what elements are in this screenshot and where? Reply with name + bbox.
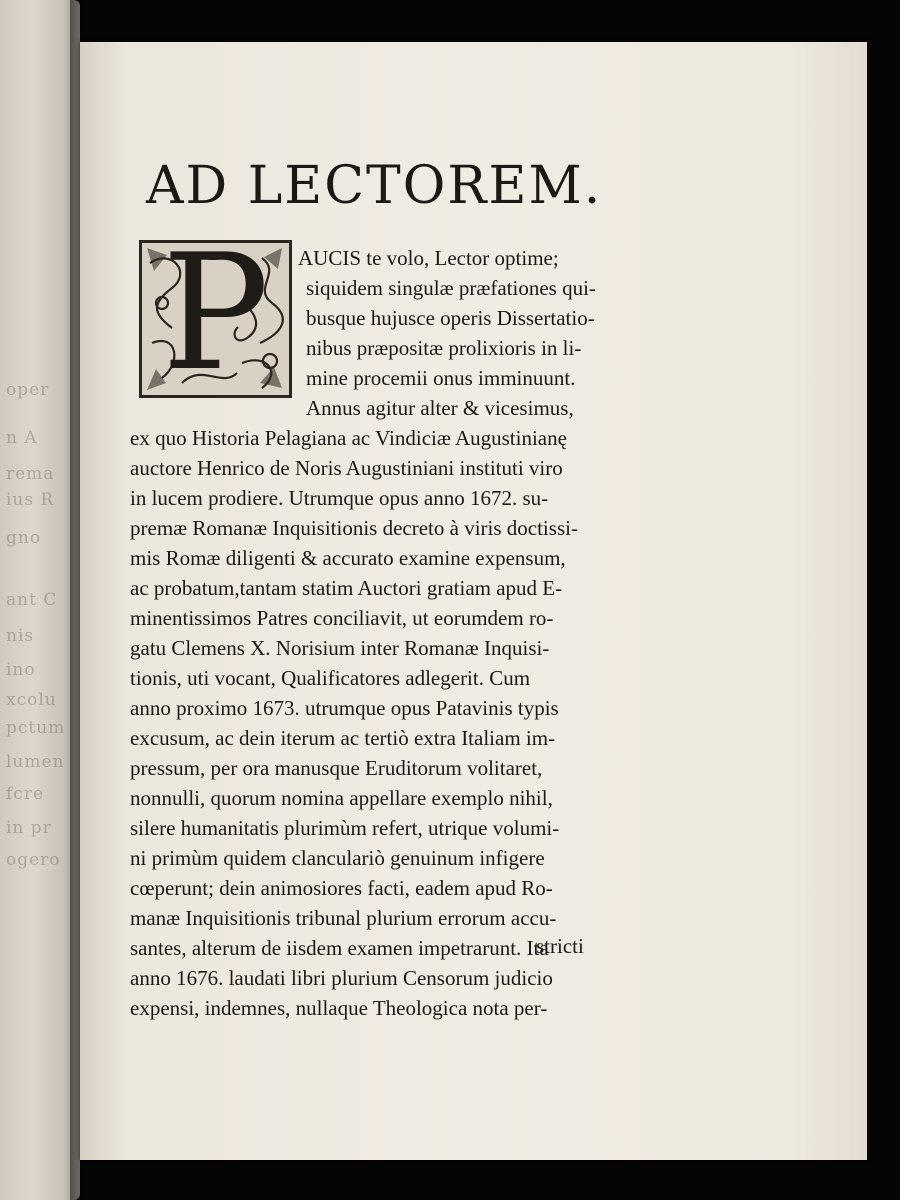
- text-line: excusum, ac dein iterum ac tertiò extra Italiam im-: [130, 726, 556, 750]
- text-line: nonnulli, quorum nomina appellare exemplo nihil,: [130, 786, 553, 810]
- initial-woodcut-panel: [142, 243, 289, 395]
- text-line: auctore Henrico de Noris Augustiniani instituti viro: [130, 456, 563, 480]
- facing-page-fragment: ogero: [6, 850, 61, 870]
- facing-page-fragment: oper: [6, 380, 50, 400]
- text-line: premæ Romanæ Inquisitionis decreto à viris doctissi-: [130, 516, 578, 540]
- text-line: pressum, per ora manusque Eruditorum volitaret,: [130, 756, 543, 780]
- text-line: busque hujusce operis Dissertatio-: [306, 306, 595, 330]
- text-line: ni primùm quidem clanculariò genuinum infigere: [130, 846, 545, 870]
- text-line: siquidem singulæ præfationes qui-: [306, 276, 596, 300]
- facing-page-edge: [0, 0, 80, 1200]
- facing-page-fragment: xcolu: [6, 690, 57, 710]
- initial-letter: P: [161, 243, 270, 395]
- text-line: mine procemii onus imminuunt.: [306, 366, 576, 390]
- facing-page-fragment: ius R: [6, 490, 55, 510]
- text-line: anno 1676. laudati libri plurium Censorum judicio: [130, 966, 553, 990]
- text-line: ex quo Historia Pelagiana ac Vindiciæ Augustinianę: [130, 426, 567, 450]
- decorated-initial: [139, 240, 292, 398]
- facing-page-fragment: nis: [6, 626, 35, 646]
- text-line: minentissimos Patres conciliavit, ut eorumdem ro-: [130, 606, 554, 630]
- facing-page-fragment: fcre: [6, 784, 44, 804]
- text-line: silere humanitatis plurimùm refert, utrique volumi-: [130, 816, 560, 840]
- facing-page-fragment: ant C: [6, 590, 58, 610]
- text-line: expensi, indemnes, nullaque Theologica nota per-: [130, 996, 548, 1020]
- text-line: ac probatum,tantam statim Auctori gratiam apud E-: [130, 576, 563, 600]
- book-page: [80, 42, 867, 1160]
- text-line: gatu Clemens X. Norisium inter Romanæ Inquisi-: [130, 636, 550, 660]
- text-line: in lucem prodiere. Utrumque opus anno 1672. su-: [130, 486, 549, 510]
- catchword: stricti: [536, 934, 584, 958]
- facing-page-fragment: lumen: [6, 752, 65, 772]
- text-line: Annus agitur alter & vicesimus,: [306, 396, 574, 420]
- text-line: tionis, uti vocant, Qualificatores adlegerit. Cum: [130, 666, 531, 690]
- page-heading: AD LECTOREM.: [146, 156, 603, 216]
- text-line: manæ Inquisitionis tribunal plurium errorum accu-: [130, 906, 557, 930]
- facing-page-fragment: gno: [6, 528, 42, 548]
- facing-page-fragment: in pr: [6, 818, 52, 838]
- text-line: mis Romæ diligenti & accurato examine expensum,: [130, 546, 566, 570]
- text-line: cœperunt; dein animosiores facti, eadem apud Ro-: [130, 876, 553, 900]
- facing-page-fragment: n A: [6, 428, 38, 448]
- text-line: nibus præpositæ prolixioris in li-: [306, 336, 582, 360]
- facing-page-fragment: pctum: [6, 718, 66, 738]
- text-line: santes, alterum de iisdem examen impetrarunt. Ita: [130, 936, 549, 960]
- text-line: AUCIS te volo, Lector optime;: [298, 246, 559, 270]
- facing-page-fragment: ino: [6, 660, 36, 680]
- facing-page-fragment: rema: [6, 464, 55, 484]
- text-line: anno proximo 1673. utrumque opus Patavinis typis: [130, 696, 559, 720]
